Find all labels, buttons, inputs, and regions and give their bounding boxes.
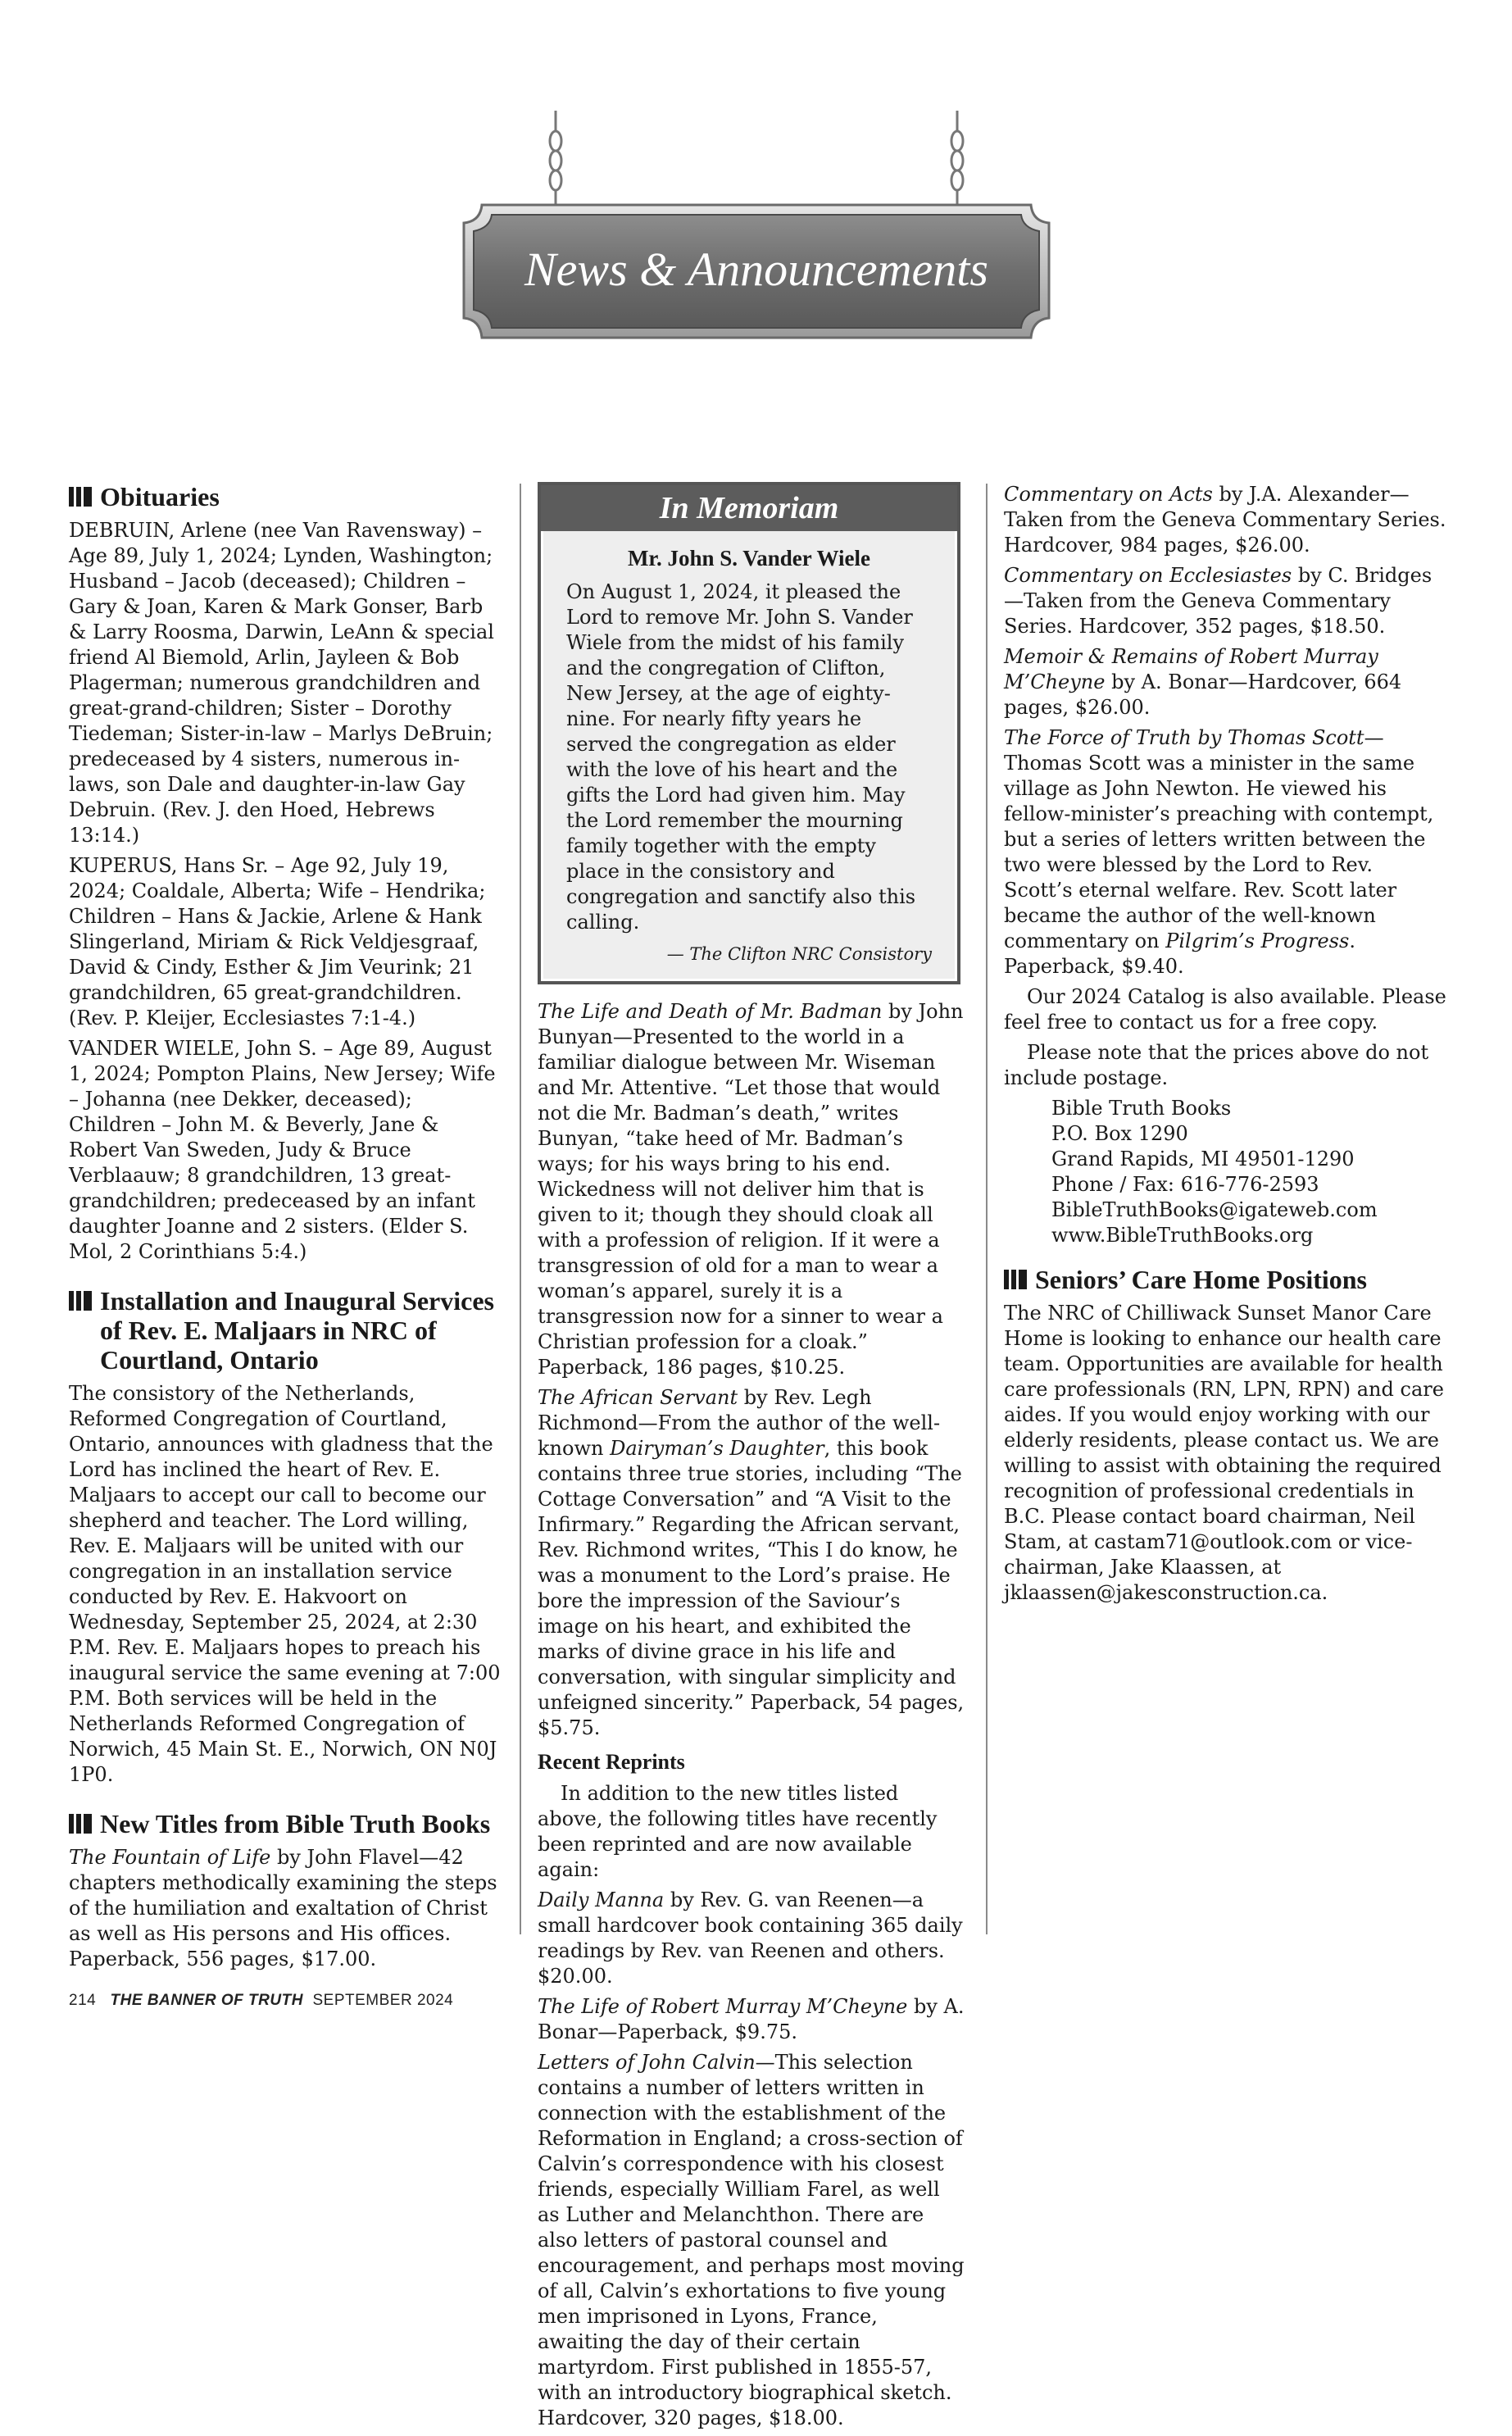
address-line: P.O. Box 1290 [1051,1122,1188,1145]
section-bars-icon [1004,1270,1027,1289]
new-titles-heading: New Titles from Bible Truth Books [69,1809,503,1838]
in-memoriam-name: Mr. John S. Vander Wiele [627,546,871,570]
column-2 [538,482,965,2436]
catalog-note: Our 2024 Catalog is also available. Please feel free to contact us for a free copy. [1004,985,1446,1034]
page-footer [69,1992,453,2010]
section-bars-icon [69,1814,92,1834]
website-link[interactable]: www.BibleTruthBooks.org [1051,1224,1314,1247]
obituary-entry: VANDER WIELE, John S. – Age 89, August 1, 2024; Pompton Plains, New Jersey; Wife – Johanna (nee Dekker, deceased); Children – John M. & Beverly, Jane & Robert Van Sweden, Judy & Bruce Verblaauw; 8 grandchildren, 13 great-grandchildren; predeceased by an infant daughter Joanne and 2 sisters. (Elder S. Mol, 2 Corinthians 5:4.) [69,1037,496,1263]
seniors-body: The NRC of Chilliwack Sunset Manor Care Home is looking to enhance our health care team. Opportunities are available for health care professionals (RN, LPN, RPN) and care aides. If you would enjoy working with our elderly residents, please contact us. We are willing to assist with obtaining the required recognition of professional credentials in B.C. Please contact board chairman, Neil Stam, at castam71@outlook.com or vice-chairman, Jake Klaassen, at jklaassen@jakesconstruction.ca. [1004,1302,1444,1604]
book-entry: Commentary on Acts by J.A. Alexander—Taken from the Geneva Commentary Series. Hardcover, 984 pages, $26.00. [1004,483,1446,557]
chain-left [550,111,561,205]
book-entry: Letters of John Calvin—This selection contains a number of letters written in connection with the establishment of the Reformation in England; a cross-section of Calvin’s correspondence with his closest friends, especially William Farel, as well as Luther and Melanchthon. There are also letters of pastoral counsel and encouragement, and perhaps most moving of all, Calvin’s exhortations to five young men imprisoned in Lyons, France, awaiting the day of their certain martyrdom. First published in 1855-57, with an introductory biographical sketch. Hardcover, 320 pages, $18.00. [538,2051,965,2429]
column-3 [1004,482,1446,1611]
address-block [1051,1096,1446,1248]
obituary-entry: KUPERUS, Hans Sr. – Age 92, July 19, 2024; Coaldale, Alberta; Wife – Hendrika; Children – Hans & Jackie, Arlene & Hank Slingerland, Miriam & Rick Veldjesgraaf, David & Cindy, Esther & Jim Veurink; 21 grandchildren, 65 great-grandchildren. (Rev. P. Kleijer, Ecclesiastes 7:1-4.) [69,854,486,1029]
book-entry: The Life of Robert Murray M’Cheyne by A. Bonar—Paperback, $9.75. [538,1995,965,2043]
column-rule [986,484,988,1934]
chain-right [951,111,963,205]
issue-date: SEPTEMBER 2024 [312,1992,454,2009]
installation-heading: Installation and Inaugural Services of Rev. E. Maljaars in NRC of Courtland, Ontario [69,1286,503,1375]
book-entry: The Life and Death of Mr. Badman by John Bunyan—Presented to the world in a familiar dialogue between Mr. Wiseman and Mr. Attentive. “Let those that would not die Mr. Badman’s death,” writes Bunyan, “take heed of Mr. Badman’s ways; for his ways bring to his end. Wickedness will not deliver him that is given to it; though they should cloak all with a profession of religion. If it were a transgression of old for a man to wear a woman’s apparel, surely it is a transgression now for a sinner to wear a Christian profession for a cloak.” Paperback, 186 pages, $10.25. [538,1000,964,1379]
section-bars-icon [69,487,92,507]
postage-note: Please note that the prices above do not include postage. [1004,1041,1429,1089]
book-entry: The Force of Truth by Thomas Scott—Thomas Scott was a minister in the same village as John Newton. He viewed his fellow-minister’s preaching with contempt, but a series of letters written between the two were blessed by the Lord to Rev. Scott’s eternal welfare. Rev. Scott later became the author of the well-known commentary on Pilgrim’s Progress. Paperback, $9.40. [1004,726,1434,978]
column-rule [520,484,521,1934]
email-link[interactable]: BibleTruthBooks@igateweb.com [1051,1198,1378,1221]
book-entry: The African Servant by Rev. Legh Richmond—From the author of the well-known Dairyman’s Daughter, this book contains three true stories, including “The Cottage Conversation” and “A Visit to the Infirmary.” Regarding the African servant, Rev. Richmond writes, “This I do know, he was a monument to the Lord’s praise. He bore the impression of the Saviour’s image on his heart, and exhibited the marks of divine grace in his life and conversation, with singular simplicity and unfeigned sincerity.” Paperback, 54 pages, $5.75. [538,1386,965,1739]
in-memoriam-body: On August 1, 2024, it pleased the Lord to remove Mr. John S. Vander Wiele from the midst of his family and the congregation of Clifton, New Jersey, at the age of eighty-nine. For nearly fifty years he served the congregation as elder with the love of his heart and the gifts the Lord had given him. May the Lord remember the mourning family together with the empty place in the consistory and congregation and sanctify also this calling. [566,580,916,934]
in-memoriam-heading: In Memoriam [541,485,957,531]
publication-name: THE BANNER OF TRUTH [110,1992,303,2009]
book-entry: The Fountain of Life by John Flavel—42 chapters methodically examining the steps of the humiliation and exaltation of Christ as well as His persons and His offices. Paperback, 556 pages, $17.00. [69,1846,497,1970]
address-line: Bible Truth Books [1051,1097,1232,1120]
in-memoriam-signature: — The Clifton NRC Consistory [666,944,932,964]
installation-body: The consistory of the Netherlands, Reformed Congregation of Courtland, Ontario, announces with gladness that the Lord has inclined the heart of Rev. E. Maljaars to accept our call to become our shepherd and teacher. The Lord willing, Rev. E. Maljaars will be united with our congregation in an installation service conducted by Rev. E. Hakvoort on Wednesday, September 25, 2024, at 2:30 P.M. Rev. E. Maljaars hopes to preach his inaugural service the same evening at 7:00 P.M. Both services will be held in the Netherlands Reformed Congregation of Norwich, 45 Main St. E., Norwich, ON N0J 1P0. [69,1382,501,1786]
column-1 [69,482,503,1977]
obituaries-heading: Obituaries [69,482,503,511]
header-sign [449,107,1064,352]
in-memoriam-box [538,482,960,984]
book-entry: Daily Manna by Rev. G. van Reenen—a small hardcover book containing 365 daily readings by Rev. van Reenen and others. $20.00. [538,1888,963,1988]
obituary-entry: DEBRUIN, Arlene (nee Van Ravensway) – Age 89, July 1, 2024; Lynden, Washington; Husband – Jacob (deceased); Children – Gary & Joan, Karen & Mark Gonser, Barb & Larry Roosma, Darwin, LeAnn & special friend Al Biemold, Arlin, Jayleen & Bob Plagerman; numerous grandchildren and great-grand-children; Sister – Dorothy Tiedeman; Sister-in-law – Marlys DeBruin; predeceased by 4 sisters, numerous in-laws, son Dale and daughter-in-law Gay Debruin. (Rev. J. den Hoed, Hebrews 13:14.) [69,519,494,847]
section-bars-icon [69,1291,92,1311]
seniors-heading: Seniors’ Care Home Positions [1004,1265,1446,1294]
reprints-intro: In addition to the new titles listed above, the following titles have recently been reprinted and are now available again: [538,1782,938,1881]
address-line: Phone / Fax: 616-776-2593 [1051,1173,1319,1196]
reprints-heading: Recent Reprints [538,1750,685,1774]
page-number: 214 [69,1992,97,2009]
page-title: News & Announcements [524,243,988,296]
address-line: Grand Rapids, MI 49501-1290 [1051,1148,1355,1170]
book-entry: Memoir & Remains of Robert Murray M’Cheyne by A. Bonar—Hardcover, 664 pages, $26.00. [1004,645,1402,719]
book-entry: Commentary on Ecclesiastes by C. Bridges—Taken from the Geneva Commentary Series. Hardcover, 352 pages, $18.50. [1004,564,1433,638]
